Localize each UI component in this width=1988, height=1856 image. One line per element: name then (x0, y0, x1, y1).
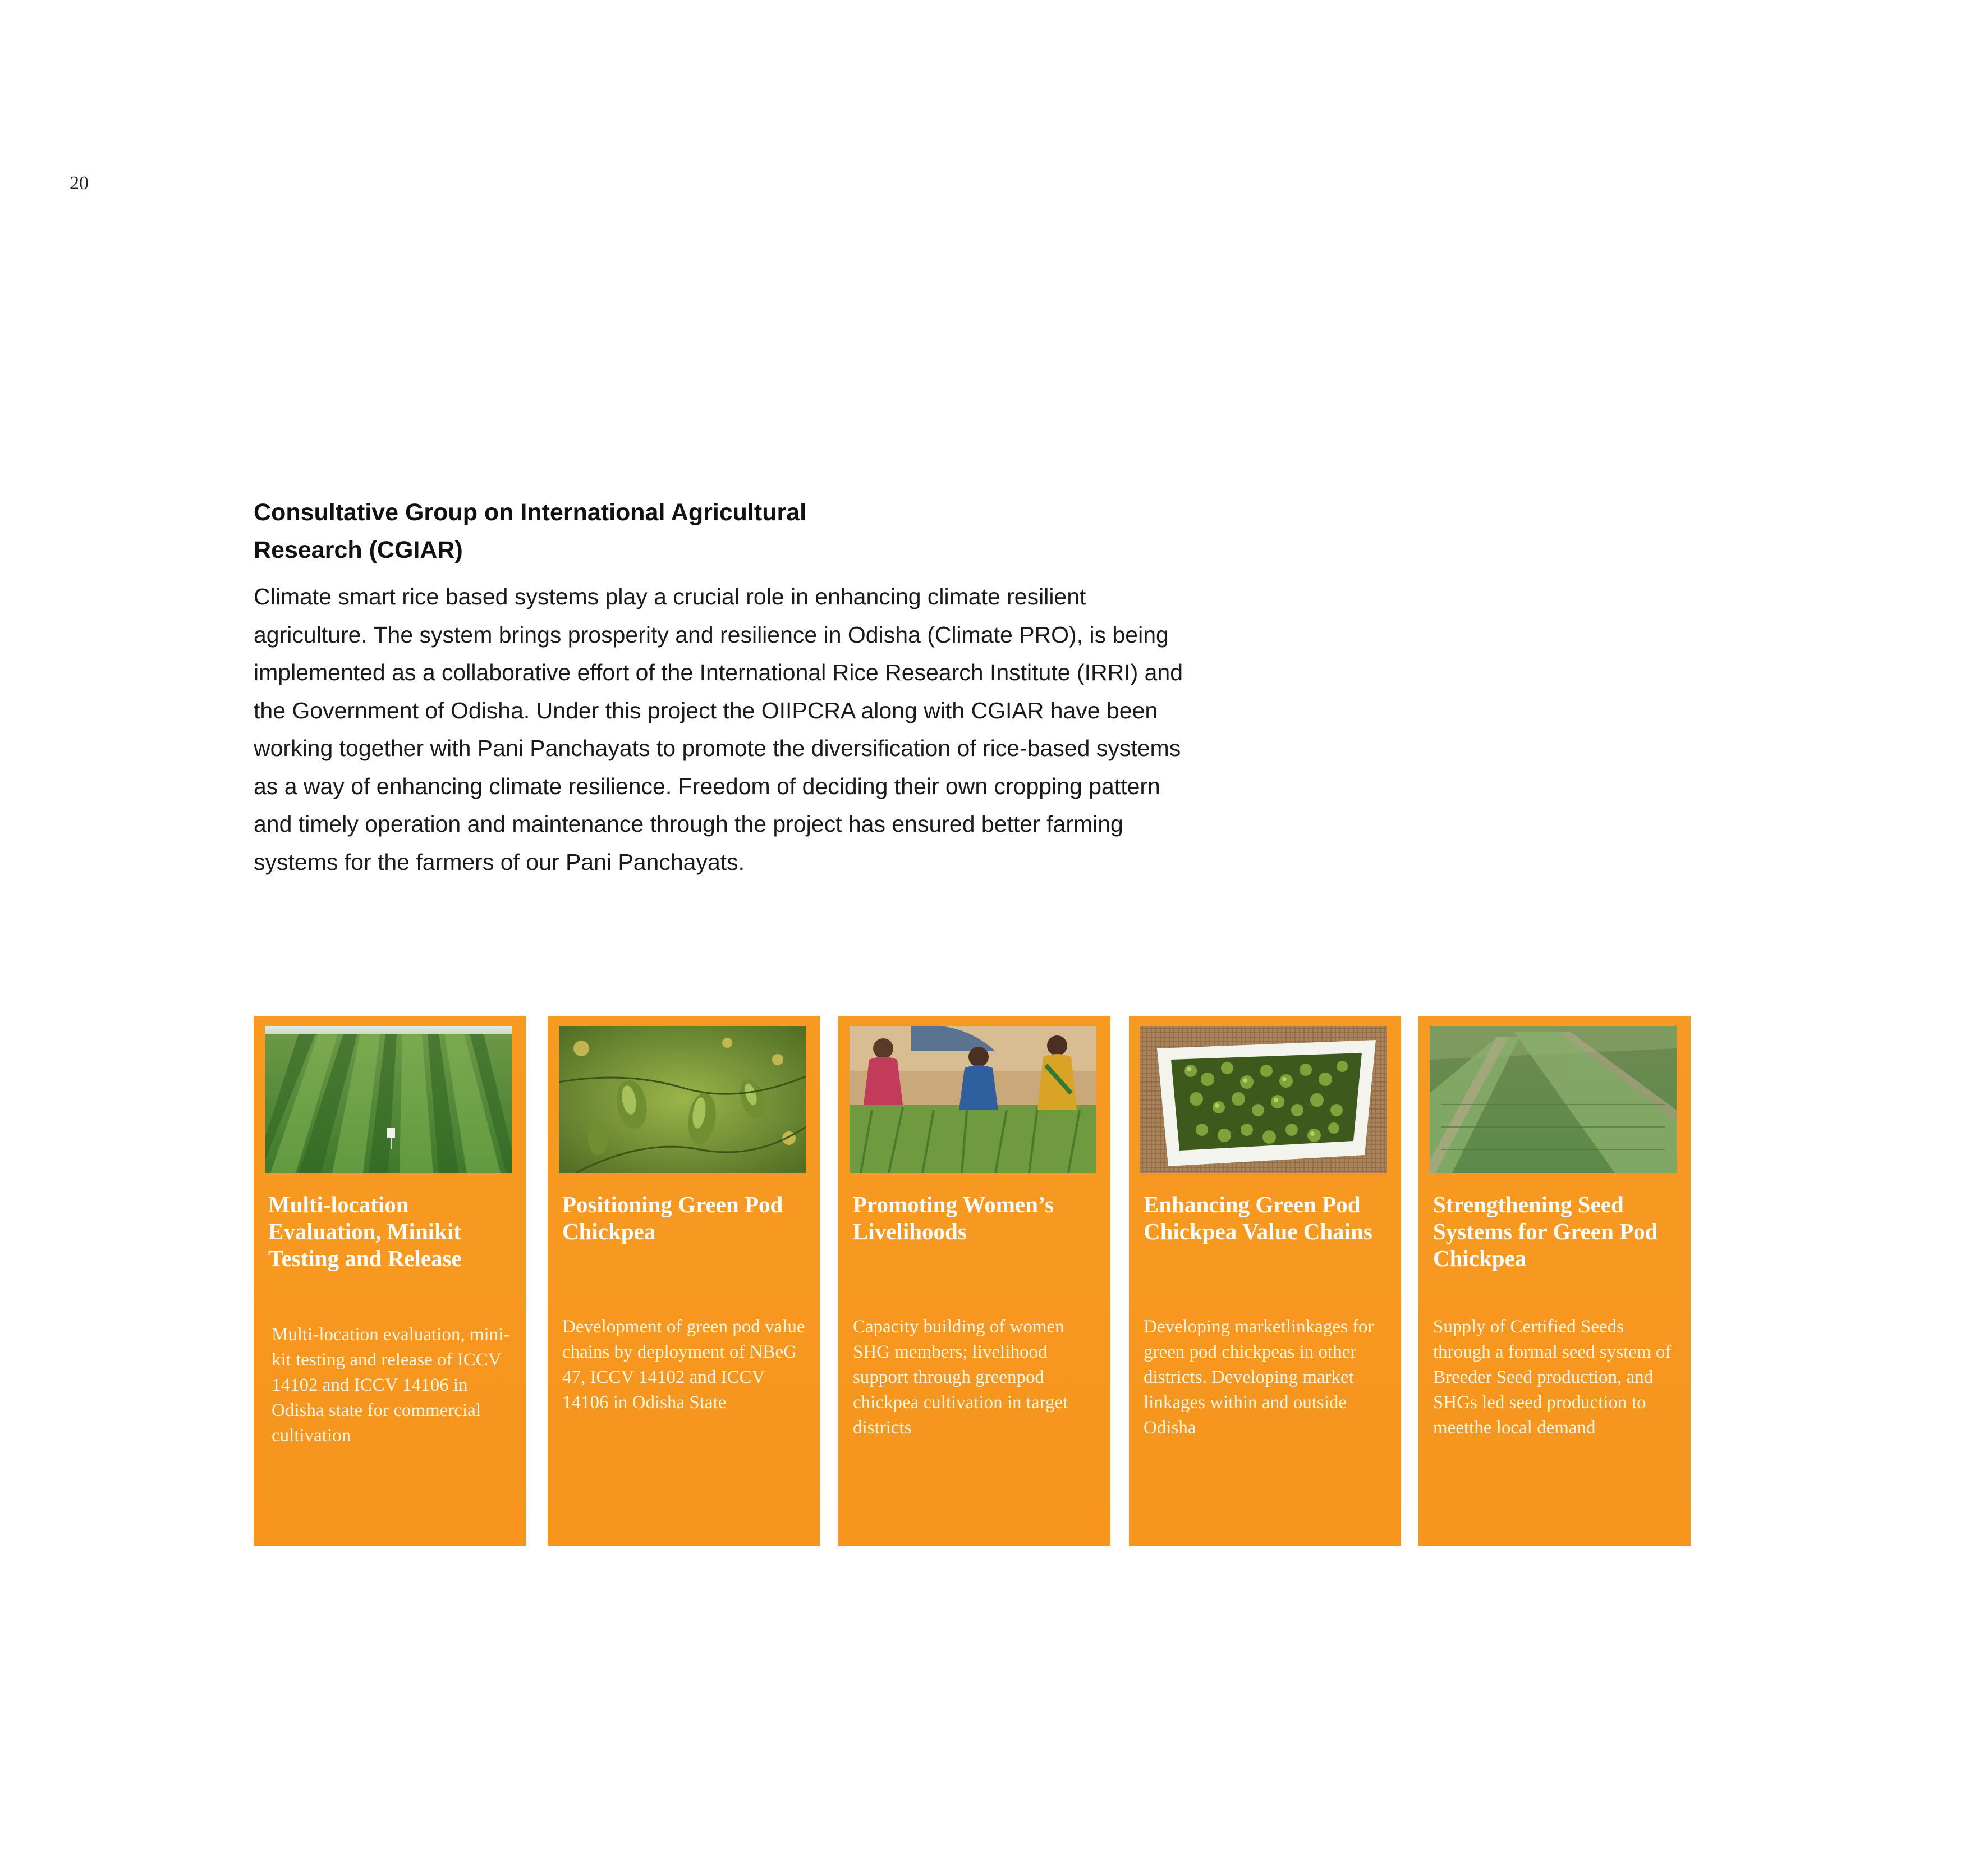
card-title: Strengthening Seed Systems for Green Pod Chickpea (1433, 1191, 1658, 1271)
green-chickpea-pods-photo (559, 1026, 806, 1173)
page-number: 20 (70, 173, 89, 194)
cgiar-section (254, 494, 1208, 881)
card-text: Developing marketlinkages for green pod chickpeas in other districts. Developing market linkages within and outside Odisha (1144, 1317, 1374, 1438)
card-title: Enhancing Green Pod Chickpea Value Chains (1144, 1191, 1372, 1244)
section-title: Consultative Group on International Agricultural Research (CGIAR) (254, 499, 807, 563)
card-text: Multi-location evaluation, mini-kit testing and release of ICCV 14102 and ICCV 14106 in Odisha state for commercial cultivation (272, 1325, 510, 1446)
card-text: Supply of Certified Seeds through a formal seed system of Breeder Seed production, and SHGs led seed production to meetthe local demand (1433, 1317, 1672, 1438)
seed-field-rows-photo (1430, 1026, 1677, 1173)
card-positioning-green-pod (548, 1016, 820, 1546)
card-strengthening-seed-systems (1418, 1016, 1691, 1546)
card-multi-location-evaluation (254, 1016, 526, 1546)
section-body: Climate smart rice based systems play a crucial role in enhancing climate resilient agriculture. The system brings prosperity and resilience in Odisha (Climate PRO), is being implemented as a collaborative effort of the International Rice Research Institute (IRRI) and the Government of Odisha. Under this project the OIIPCRA along with CGIAR have been working together with Pani Panchayats to promote the diversification of rice-based systems as a way of enhancing climate resilience. Freedom of deciding their own cropping pattern and timely operation and maintenance through the project has ensured better farming systems for the farmers of our Pani Panchayats. (254, 584, 1183, 875)
card-text: Development of green pod value chains by deployment of NBeG 47, ICCV 14102 and ICCV 14106 in Odisha State (562, 1317, 805, 1413)
card-promoting-womens-livelihoods (838, 1016, 1110, 1546)
women-farmers-harvest-photo (850, 1026, 1096, 1173)
card-enhancing-value-chains (1129, 1016, 1401, 1546)
card-title: Promoting Women’s Livelihoods (853, 1191, 1054, 1244)
card-row (0, 1016, 1988, 1546)
chickpea-field-rows-photo (265, 1026, 512, 1173)
card-text: Capacity building of women SHG members; livelihood support through greenpod chickpea cultivation in target districts (853, 1317, 1068, 1438)
bowl-of-green-chickpeas-photo (1140, 1026, 1387, 1173)
card-title: Multi-location Evaluation, Minikit Testing and Release (268, 1191, 462, 1271)
card-title: Positioning Green Pod Chickpea (562, 1191, 783, 1244)
